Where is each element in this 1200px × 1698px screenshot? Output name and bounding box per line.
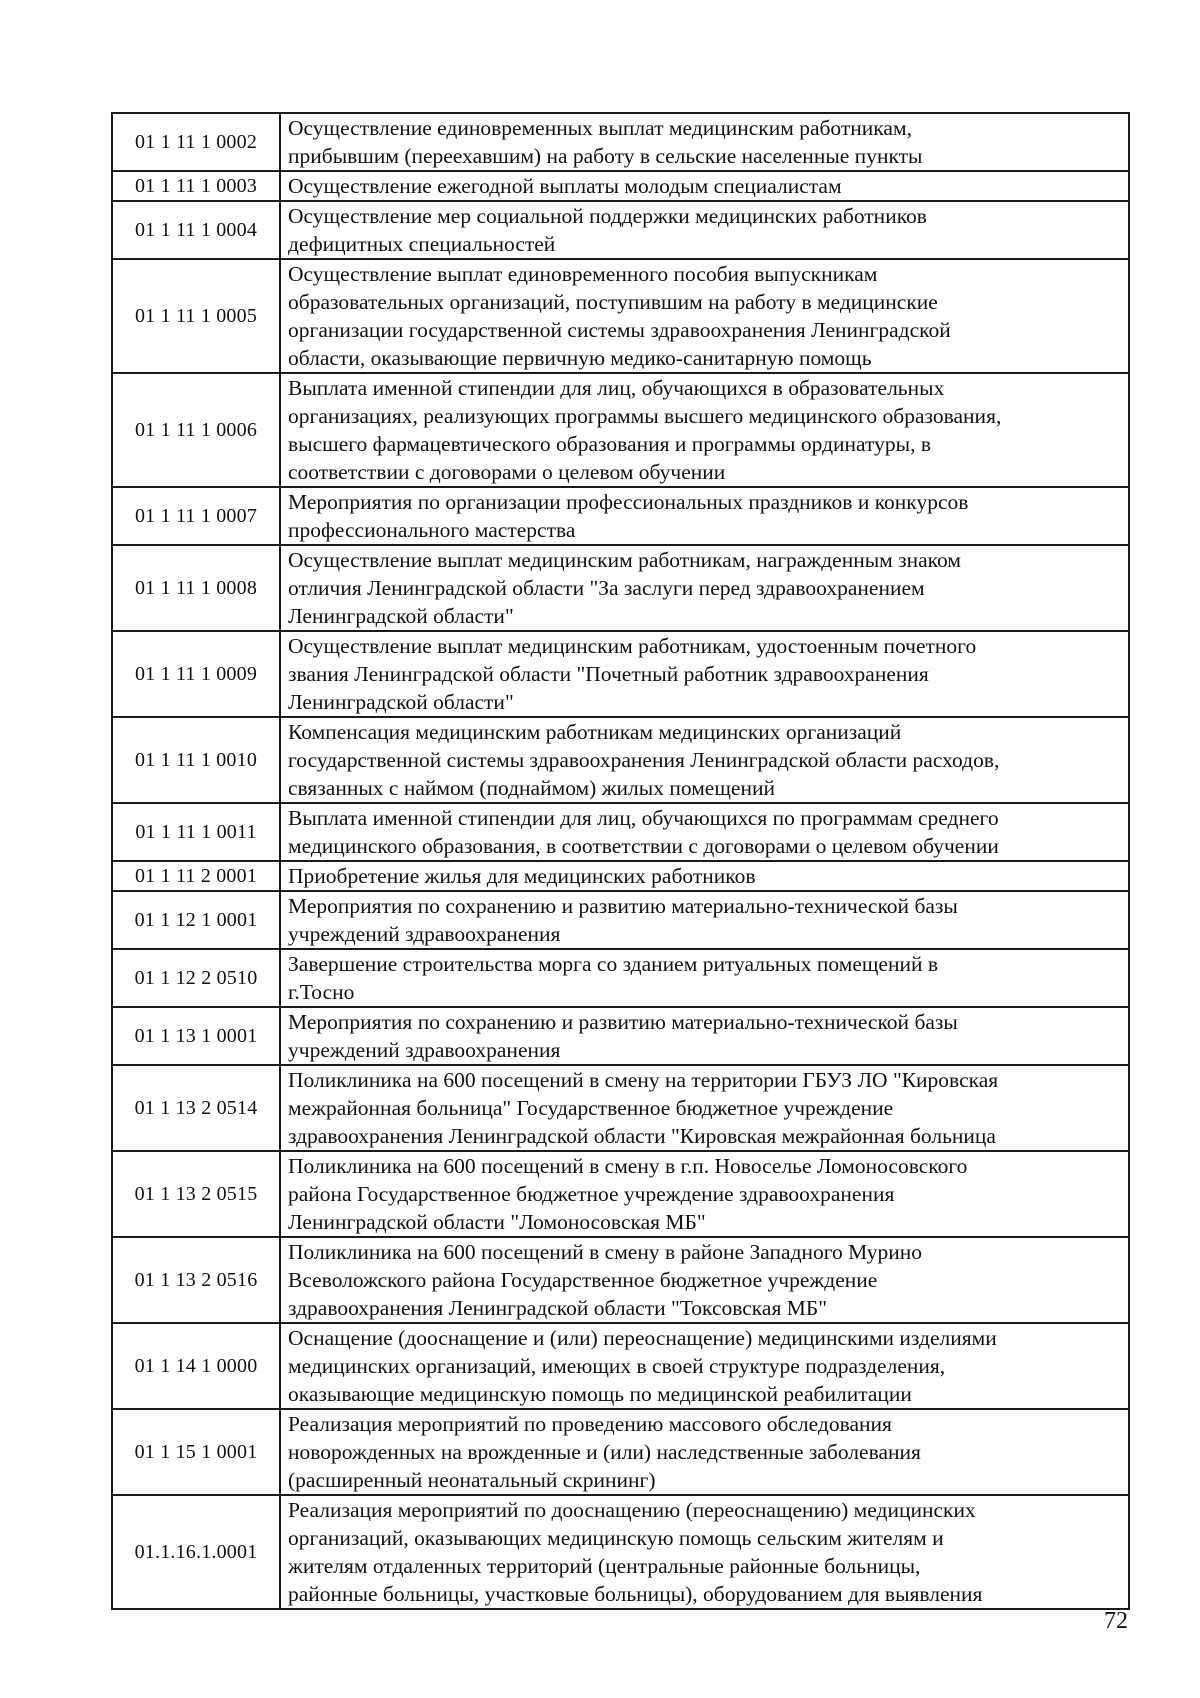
description-line: Осуществление единовременных выплат медицинским работникам,: [288, 116, 912, 140]
description-line: Поликлиника на 600 посещений в смену на территории ГБУЗ ЛО "Кировская: [288, 1068, 999, 1092]
row-code: 01 1 11 1 0011: [112, 803, 280, 861]
table-row: [112, 1237, 1129, 1323]
row-description: [280, 373, 1129, 487]
description-line: образовательных организаций, поступившим на работу в медицинские: [288, 290, 938, 314]
description-line: прибывшим (переехавшим) на работу в сельские населенные пункты: [288, 144, 923, 168]
description-line: Осуществление мер социальной поддержки медицинских работников: [288, 204, 927, 228]
row-code: 01 1 11 1 0005: [112, 259, 280, 373]
row-code: 01 1 11 1 0003: [112, 171, 280, 201]
description-line: профессионального мастерства: [288, 518, 576, 542]
table-row: [112, 545, 1129, 631]
row-code: 01 1 11 1 0008: [112, 545, 280, 631]
row-code: 01 1 11 2 0001: [112, 861, 280, 891]
description-line: Компенсация медицинским работникам медицинских организаций: [288, 720, 902, 744]
description-line: медицинского образования, в соответствии с договорами о целевом обучении: [288, 834, 999, 858]
description-line: Ленинградской области": [288, 604, 514, 628]
description-line: новорожденных на врожденные и (или) наследственные заболевания: [288, 1440, 921, 1464]
description-line: Реализация мероприятий по проведению массового обследования: [288, 1412, 892, 1436]
row-code: 01 1 13 1 0001: [112, 1007, 280, 1065]
table-body: [112, 113, 1129, 1609]
description-line: дефицитных специальностей: [288, 232, 556, 256]
budget-code-table: [111, 112, 1130, 1610]
table-row: [112, 1409, 1129, 1495]
row-description: [280, 1007, 1129, 1065]
description-line: учреждений здравоохранения: [288, 1038, 561, 1062]
row-code: 01 1 12 1 0001: [112, 891, 280, 949]
description-line: здравоохранения Ленинградской области "Кировская межрайонная больница: [288, 1124, 996, 1148]
row-description: [280, 1495, 1129, 1609]
table-row: [112, 1007, 1129, 1065]
row-description: [280, 803, 1129, 861]
description-line: звания Ленинградской области "Почетный работник здравоохранения: [288, 662, 929, 686]
description-line: жителям отдаленных территорий (центральные районные больницы,: [288, 1554, 921, 1578]
description-line: Поликлиника на 600 посещений в смену в г.п. Новоселье Ломоносовского: [288, 1154, 968, 1178]
table-row: [112, 891, 1129, 949]
page-number: 72: [1104, 1608, 1128, 1634]
table-row: [112, 1151, 1129, 1237]
row-code: 01 1 14 1 0000: [112, 1323, 280, 1409]
description-line: здравоохранения Ленинградской области "Токсовская МБ": [288, 1296, 827, 1320]
table-row: [112, 1495, 1129, 1609]
row-description: [280, 113, 1129, 171]
description-line: отличия Ленинградской области "За заслуги перед здравоохранением: [288, 576, 925, 600]
table-row: [112, 803, 1129, 861]
table-row: [112, 171, 1129, 201]
description-line: Ленинградской области": [288, 690, 514, 714]
row-description: [280, 1151, 1129, 1237]
table-row: [112, 631, 1129, 717]
row-code: 01.1.16.1.0001: [112, 1495, 280, 1609]
description-line: межрайонная больница" Государственное бюджетное учреждение: [288, 1096, 894, 1120]
row-description: [280, 259, 1129, 373]
row-description: [280, 949, 1129, 1007]
description-line: организации государственной системы здравоохранения Ленинградской: [288, 318, 951, 342]
table-row: [112, 1065, 1129, 1151]
description-line: Приобретение жилья для медицинских работников: [288, 864, 756, 888]
row-code: 01 1 11 1 0007: [112, 487, 280, 545]
table-row: [112, 717, 1129, 803]
row-description: [280, 717, 1129, 803]
description-line: Мероприятия по сохранению и развитию материально-технической базы: [288, 1010, 958, 1034]
table-row: [112, 373, 1129, 487]
description-line: оказывающие медицинскую помощь по медицинской реабилитации: [288, 1382, 912, 1406]
table-row: [112, 861, 1129, 891]
description-line: г.Тосно: [288, 980, 355, 1004]
row-description: [280, 545, 1129, 631]
table-row: [112, 201, 1129, 259]
description-line: учреждений здравоохранения: [288, 922, 561, 946]
description-line: организациях, реализующих программы высшего медицинского образования,: [288, 404, 1002, 428]
description-line: районные больницы, участковые больницы), оборудованием для выявления: [288, 1582, 983, 1606]
description-line: Реализация мероприятий по дооснащению (переоснащению) медицинских: [288, 1498, 976, 1522]
description-line: Осуществление ежегодной выплаты молодым специалистам: [288, 174, 842, 198]
row-code: 01 1 11 1 0004: [112, 201, 280, 259]
row-code: 01 1 15 1 0001: [112, 1409, 280, 1495]
description-line: Осуществление выплат медицинским работникам, награжденным знаком: [288, 548, 961, 572]
description-line: государственной системы здравоохранения Ленинградской области расходов,: [288, 748, 1000, 772]
description-line: соответствии с договорами о целевом обучении: [288, 460, 726, 484]
row-code: 01 1 11 1 0002: [112, 113, 280, 171]
table-row: [112, 259, 1129, 373]
description-line: района Государственное бюджетное учреждение здравоохранения: [288, 1182, 895, 1206]
description-line: Осуществление выплат единовременного пособия выпускникам: [288, 262, 878, 286]
table-row: [112, 1323, 1129, 1409]
row-description: [280, 201, 1129, 259]
description-line: организаций, оказывающих медицинскую помощь сельским жителям и: [288, 1526, 944, 1550]
description-line: Поликлиника на 600 посещений в смену в районе Западного Мурино: [288, 1240, 923, 1264]
description-line: Выплата именной стипендии для лиц, обучающихся в образовательных: [288, 376, 945, 400]
description-line: Мероприятия по организации профессиональных праздников и конкурсов: [288, 490, 969, 514]
row-description: [280, 891, 1129, 949]
row-code: 01 1 13 2 0515: [112, 1151, 280, 1237]
row-code: 01 1 11 1 0006: [112, 373, 280, 487]
description-line: высшего фармацевтического образования и программы ординатуры, в: [288, 432, 931, 456]
description-line: (расширенный неонатальный скрининг): [288, 1468, 656, 1492]
row-description: [280, 631, 1129, 717]
row-description: [280, 1065, 1129, 1151]
description-line: Осуществление выплат медицинским работникам, удостоенным почетного: [288, 634, 977, 658]
row-description: [280, 171, 1129, 201]
description-line: связанных с наймом (поднаймом) жилых помещений: [288, 776, 775, 800]
table-row: [112, 113, 1129, 171]
row-description: [280, 487, 1129, 545]
row-code: 01 1 11 1 0009: [112, 631, 280, 717]
row-description: [280, 1409, 1129, 1495]
row-description: [280, 861, 1129, 891]
description-line: медицинских организаций, имеющих в своей структуре подразделения,: [288, 1354, 946, 1378]
description-line: Ленинградской области "Ломоносовская МБ": [288, 1210, 706, 1234]
row-description: [280, 1323, 1129, 1409]
description-line: Всеволожского района Государственное бюджетное учреждение: [288, 1268, 878, 1292]
description-line: Оснащение (дооснащение и (или) переоснащение) медицинскими изделиями: [288, 1326, 997, 1350]
description-line: Выплата именной стипендии для лиц, обучающихся по программам среднего: [288, 806, 999, 830]
description-line: Завершение строительства морга со зданием ритуальных помещений в: [288, 952, 939, 976]
description-line: области, оказывающие первичную медико-санитарную помощь: [288, 346, 872, 370]
description-line: Мероприятия по сохранению и развитию материально-технической базы: [288, 894, 958, 918]
table-row: [112, 949, 1129, 1007]
row-code: 01 1 12 2 0510: [112, 949, 280, 1007]
row-code: 01 1 11 1 0010: [112, 717, 280, 803]
table-row: [112, 487, 1129, 545]
row-description: [280, 1237, 1129, 1323]
row-code: 01 1 13 2 0516: [112, 1237, 280, 1323]
row-code: 01 1 13 2 0514: [112, 1065, 280, 1151]
